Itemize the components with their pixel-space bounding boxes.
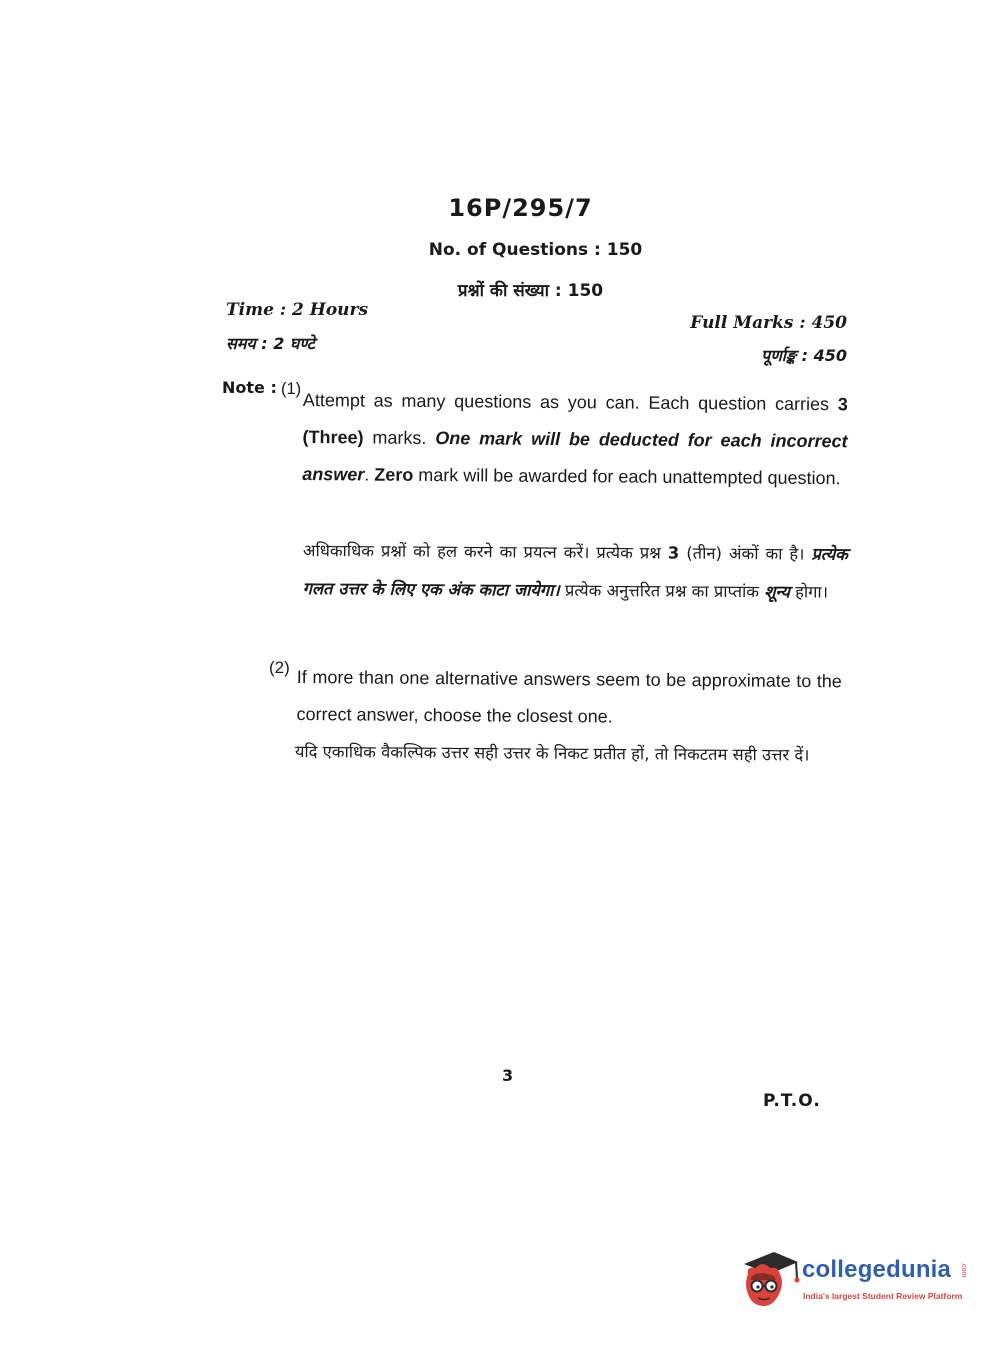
note-1-en-g: mark will be awarded for each unattempted question. (413, 464, 841, 489)
note-1-en-f: Zero (374, 464, 414, 485)
note-1-hi-a: अधिकाधिक प्रश्नों को हल करने का प्रयत्न करें। प्रत्येक प्रश्न (302, 540, 668, 563)
note-item-1-english (302, 382, 848, 497)
note-label: Note : (222, 378, 277, 397)
number-of-questions-hindi: प्रश्नों की संख्या : 150 (457, 281, 604, 301)
note-1-hi-b: 3 (667, 543, 680, 563)
note-1-en-b: 3 (Three) (302, 394, 848, 448)
note-1-en-a: Attempt as many questions as you can. Each question carries (302, 389, 838, 415)
time-allowed-hindi: समय : 2 घण्टे (226, 334, 315, 353)
note-item-1-hindi (302, 532, 848, 612)
note-1-hi-g: होगा। (789, 582, 829, 602)
note-item-1-number: (1) (281, 380, 302, 398)
note-1-hi-e: प्रत्येक अनुत्तरित प्रश्न का प्राप्तांक (559, 580, 765, 602)
brand-name: collegedunia (802, 1256, 952, 1283)
note-item-2-number: (2) (269, 658, 290, 677)
note-1-en-e: . (364, 464, 375, 485)
note-1-en-d: One mark will be deducted for each incorrect answer (302, 428, 848, 485)
time-allowed: Time : 2 Hours (226, 300, 369, 320)
full-marks-hindi: पूर्णाङ्क : 450 (761, 346, 847, 365)
note-item-2-hindi: यदि एकाधिक वैकल्पिक उत्तर सही उत्तर के निकट प्रतीत हों, तो निकटतम सही उत्तर दें। (294, 741, 810, 765)
please-turn-over: P.T.O. (763, 1091, 821, 1111)
collegedunia-watermark (740, 1246, 980, 1316)
note-1-hi-c: (तीन) अंकों का है। (679, 543, 812, 564)
note-1-hi-f: शून्य (764, 582, 790, 602)
note-item-2-english: If more than one alternative answers seem to be approximate to the correct answer, choose the closest one. (296, 666, 842, 727)
note-1-hi-d: प्रत्येक गलत उत्तर के लिए एक अंक काटा जायेगा। (302, 544, 848, 600)
page-number: 3 (502, 1066, 514, 1085)
brand-tagline: India's largest Student Review Platform (803, 1291, 963, 1301)
full-marks: Full Marks : 450 (690, 313, 847, 333)
brand-tld: .com (960, 1262, 967, 1278)
note-1-en-c: marks. (363, 427, 436, 449)
paper-code: 16P/295/7 (448, 194, 593, 222)
number-of-questions: No. of Questions : 150 (428, 240, 643, 260)
student-mascot-icon (740, 1246, 800, 1310)
